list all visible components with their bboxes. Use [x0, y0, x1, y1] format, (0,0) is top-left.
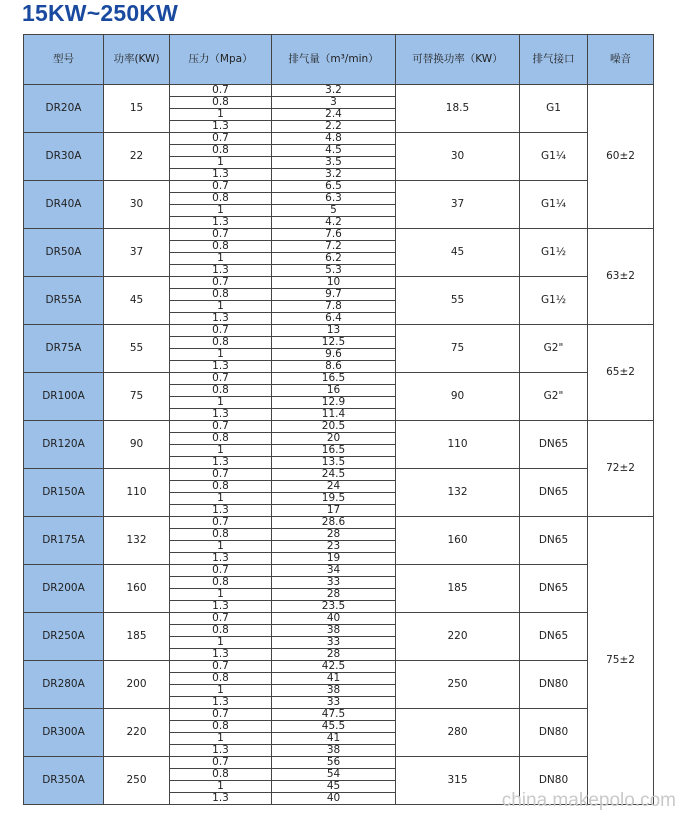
- model-cell: DR350A: [24, 757, 104, 805]
- power-cell: 37: [104, 229, 170, 277]
- flow-cell: 28: [272, 589, 396, 601]
- pressure-cell: 0.7: [170, 373, 272, 385]
- pressure-cell: 0.8: [170, 529, 272, 541]
- pressure-cell: 0.8: [170, 97, 272, 109]
- pressure-cell: 1: [170, 493, 272, 505]
- model-cell: DR280A: [24, 661, 104, 709]
- model-cell: DR120A: [24, 421, 104, 469]
- replace-power-cell: 185: [396, 565, 520, 613]
- spec-table: [23, 34, 654, 805]
- flow-cell: 45: [272, 781, 396, 793]
- pressure-cell: 0.8: [170, 145, 272, 157]
- pressure-cell: 1: [170, 637, 272, 649]
- header-noise: 噪音: [588, 35, 654, 85]
- power-cell: 220: [104, 709, 170, 757]
- table-row: [24, 613, 654, 625]
- flow-cell: 20.5: [272, 421, 396, 433]
- page-title: 15KW~250KW: [22, 0, 179, 26]
- replace-power-cell: 220: [396, 613, 520, 661]
- flow-cell: 7.2: [272, 241, 396, 253]
- flow-cell: 9.6: [272, 349, 396, 361]
- flow-cell: 13: [272, 325, 396, 337]
- power-cell: 55: [104, 325, 170, 373]
- flow-cell: 28.6: [272, 517, 396, 529]
- flow-cell: 10: [272, 277, 396, 289]
- pressure-cell: 1.3: [170, 169, 272, 181]
- table-row: [24, 661, 654, 673]
- header-port: 排气接口: [520, 35, 588, 85]
- pressure-cell: 1.3: [170, 649, 272, 661]
- pressure-cell: 0.7: [170, 277, 272, 289]
- flow-cell: 8.6: [272, 361, 396, 373]
- flow-cell: 34: [272, 565, 396, 577]
- flow-cell: 41: [272, 673, 396, 685]
- header-power: 功率(KW): [104, 35, 170, 85]
- flow-cell: 54: [272, 769, 396, 781]
- flow-cell: 7.6: [272, 229, 396, 241]
- replace-power-cell: 315: [396, 757, 520, 805]
- table-row: [24, 229, 654, 241]
- port-cell: DN65: [520, 565, 588, 613]
- flow-cell: 5: [272, 205, 396, 217]
- pressure-cell: 0.7: [170, 661, 272, 673]
- table-row: [24, 421, 654, 433]
- pressure-cell: 1.3: [170, 409, 272, 421]
- flow-cell: 16.5: [272, 445, 396, 457]
- pressure-cell: 0.8: [170, 481, 272, 493]
- pressure-cell: 0.8: [170, 625, 272, 637]
- flow-cell: 24: [272, 481, 396, 493]
- pressure-cell: 1: [170, 397, 272, 409]
- pressure-cell: 1: [170, 157, 272, 169]
- pressure-cell: 0.7: [170, 85, 272, 97]
- flow-cell: 40: [272, 613, 396, 625]
- pressure-cell: 0.8: [170, 241, 272, 253]
- power-cell: 90: [104, 421, 170, 469]
- model-cell: DR300A: [24, 709, 104, 757]
- flow-cell: 13.5: [272, 457, 396, 469]
- replace-power-cell: 55: [396, 277, 520, 325]
- pressure-cell: 1.3: [170, 457, 272, 469]
- header-flow: 排气量（m³/min）: [272, 35, 396, 85]
- flow-cell: 28: [272, 529, 396, 541]
- pressure-cell: 1: [170, 349, 272, 361]
- pressure-cell: 0.8: [170, 289, 272, 301]
- pressure-cell: 1.3: [170, 217, 272, 229]
- table-row: [24, 565, 654, 577]
- pressure-cell: 0.7: [170, 469, 272, 481]
- pressure-cell: 1.3: [170, 601, 272, 613]
- flow-cell: 2.2: [272, 121, 396, 133]
- power-cell: 185: [104, 613, 170, 661]
- power-cell: 132: [104, 517, 170, 565]
- pressure-cell: 0.8: [170, 577, 272, 589]
- table-row: [24, 517, 654, 529]
- pressure-cell: 0.7: [170, 325, 272, 337]
- flow-cell: 16.5: [272, 373, 396, 385]
- flow-cell: 56: [272, 757, 396, 769]
- pressure-cell: 1: [170, 733, 272, 745]
- replace-power-cell: 18.5: [396, 85, 520, 133]
- pressure-cell: 1.3: [170, 265, 272, 277]
- flow-cell: 33: [272, 577, 396, 589]
- power-cell: 110: [104, 469, 170, 517]
- pressure-cell: 0.8: [170, 433, 272, 445]
- table-row: [24, 277, 654, 289]
- pressure-cell: 0.8: [170, 337, 272, 349]
- pressure-cell: 1: [170, 589, 272, 601]
- pressure-cell: 0.8: [170, 385, 272, 397]
- flow-cell: 2.4: [272, 109, 396, 121]
- noise-cell: 72±2: [588, 421, 654, 517]
- power-cell: 75: [104, 373, 170, 421]
- pressure-cell: 0.7: [170, 565, 272, 577]
- flow-cell: 3: [272, 97, 396, 109]
- flow-cell: 12.9: [272, 397, 396, 409]
- pressure-cell: 1: [170, 109, 272, 121]
- table-row: [24, 325, 654, 337]
- noise-cell: 60±2: [588, 85, 654, 229]
- pressure-cell: 0.7: [170, 229, 272, 241]
- replace-power-cell: 90: [396, 373, 520, 421]
- table-row: [24, 181, 654, 193]
- port-cell: DN80: [520, 661, 588, 709]
- pressure-cell: 1: [170, 685, 272, 697]
- pressure-cell: 1.3: [170, 697, 272, 709]
- flow-cell: 3.2: [272, 85, 396, 97]
- power-cell: 30: [104, 181, 170, 229]
- pressure-cell: 1: [170, 445, 272, 457]
- header-replace-power: 可替换功率（KW）: [396, 35, 520, 85]
- model-cell: DR40A: [24, 181, 104, 229]
- flow-cell: 40: [272, 793, 396, 805]
- pressure-cell: 1.3: [170, 313, 272, 325]
- power-cell: 250: [104, 757, 170, 805]
- flow-cell: 5.3: [272, 265, 396, 277]
- port-cell: G1: [520, 85, 588, 133]
- flow-cell: 6.2: [272, 253, 396, 265]
- pressure-cell: 0.7: [170, 133, 272, 145]
- model-cell: DR30A: [24, 133, 104, 181]
- pressure-cell: 1.3: [170, 121, 272, 133]
- flow-cell: 38: [272, 745, 396, 757]
- pressure-cell: 0.8: [170, 673, 272, 685]
- power-cell: 45: [104, 277, 170, 325]
- flow-cell: 19: [272, 553, 396, 565]
- flow-cell: 4.5: [272, 145, 396, 157]
- table-row: [24, 757, 654, 769]
- replace-power-cell: 280: [396, 709, 520, 757]
- model-cell: DR100A: [24, 373, 104, 421]
- pressure-cell: 1.3: [170, 553, 272, 565]
- header-model: 型号: [24, 35, 104, 85]
- flow-cell: 19.5: [272, 493, 396, 505]
- port-cell: G1¼: [520, 133, 588, 181]
- flow-cell: 41: [272, 733, 396, 745]
- pressure-cell: 1: [170, 253, 272, 265]
- replace-power-cell: 250: [396, 661, 520, 709]
- flow-cell: 4.2: [272, 217, 396, 229]
- replace-power-cell: 110: [396, 421, 520, 469]
- port-cell: G1½: [520, 229, 588, 277]
- port-cell: DN80: [520, 709, 588, 757]
- model-cell: DR200A: [24, 565, 104, 613]
- replace-power-cell: 132: [396, 469, 520, 517]
- table-row: [24, 133, 654, 145]
- pressure-cell: 0.8: [170, 193, 272, 205]
- model-cell: DR20A: [24, 85, 104, 133]
- pressure-cell: 0.7: [170, 421, 272, 433]
- flow-cell: 38: [272, 625, 396, 637]
- power-cell: 160: [104, 565, 170, 613]
- flow-cell: 3.5: [272, 157, 396, 169]
- flow-cell: 6.4: [272, 313, 396, 325]
- flow-cell: 47.5: [272, 709, 396, 721]
- port-cell: G2": [520, 325, 588, 373]
- header-row: [24, 35, 654, 85]
- pressure-cell: 0.8: [170, 721, 272, 733]
- replace-power-cell: 37: [396, 181, 520, 229]
- port-cell: DN65: [520, 469, 588, 517]
- port-cell: G1½: [520, 277, 588, 325]
- replace-power-cell: 75: [396, 325, 520, 373]
- noise-cell: 75±2: [588, 517, 654, 805]
- pressure-cell: 1: [170, 781, 272, 793]
- port-cell: DN65: [520, 421, 588, 469]
- pressure-cell: 1.3: [170, 361, 272, 373]
- port-cell: G2": [520, 373, 588, 421]
- flow-cell: 33: [272, 637, 396, 649]
- flow-cell: 16: [272, 385, 396, 397]
- spec-table-body: [24, 85, 654, 805]
- watermark: china.makepolo.com: [501, 790, 676, 811]
- flow-cell: 7.8: [272, 301, 396, 313]
- port-cell: DN65: [520, 517, 588, 565]
- pressure-cell: 1: [170, 301, 272, 313]
- table-row: [24, 373, 654, 385]
- noise-cell: 63±2: [588, 229, 654, 325]
- model-cell: DR75A: [24, 325, 104, 373]
- power-cell: 200: [104, 661, 170, 709]
- pressure-cell: 0.7: [170, 613, 272, 625]
- port-cell: DN65: [520, 613, 588, 661]
- flow-cell: 12.5: [272, 337, 396, 349]
- table-row: [24, 85, 654, 97]
- flow-cell: 23.5: [272, 601, 396, 613]
- header-pressure: 压力（Mpa）: [170, 35, 272, 85]
- pressure-cell: 0.7: [170, 709, 272, 721]
- flow-cell: 17: [272, 505, 396, 517]
- flow-cell: 23: [272, 541, 396, 553]
- pressure-cell: 1.3: [170, 793, 272, 805]
- replace-power-cell: 45: [396, 229, 520, 277]
- flow-cell: 6.3: [272, 193, 396, 205]
- flow-cell: 45.5: [272, 721, 396, 733]
- table-row: [24, 709, 654, 721]
- power-cell: 15: [104, 85, 170, 133]
- flow-cell: 28: [272, 649, 396, 661]
- model-cell: DR250A: [24, 613, 104, 661]
- pressure-cell: 0.8: [170, 769, 272, 781]
- pressure-cell: 1.3: [170, 505, 272, 517]
- pressure-cell: 1: [170, 205, 272, 217]
- replace-power-cell: 160: [396, 517, 520, 565]
- flow-cell: 20: [272, 433, 396, 445]
- replace-power-cell: 30: [396, 133, 520, 181]
- model-cell: DR150A: [24, 469, 104, 517]
- pressure-cell: 1.3: [170, 745, 272, 757]
- flow-cell: 38: [272, 685, 396, 697]
- flow-cell: 3.2: [272, 169, 396, 181]
- pressure-cell: 1: [170, 541, 272, 553]
- pressure-cell: 0.7: [170, 757, 272, 769]
- flow-cell: 42.5: [272, 661, 396, 673]
- flow-cell: 11.4: [272, 409, 396, 421]
- pressure-cell: 0.7: [170, 517, 272, 529]
- model-cell: DR55A: [24, 277, 104, 325]
- pressure-cell: 0.7: [170, 181, 272, 193]
- model-cell: DR50A: [24, 229, 104, 277]
- port-cell: G1¼: [520, 181, 588, 229]
- flow-cell: 9.7: [272, 289, 396, 301]
- flow-cell: 6.5: [272, 181, 396, 193]
- table-row: [24, 469, 654, 481]
- flow-cell: 4.8: [272, 133, 396, 145]
- power-cell: 22: [104, 133, 170, 181]
- flow-cell: 24.5: [272, 469, 396, 481]
- flow-cell: 33: [272, 697, 396, 709]
- model-cell: DR175A: [24, 517, 104, 565]
- noise-cell: 65±2: [588, 325, 654, 421]
- port-cell: DN80: [520, 757, 588, 805]
